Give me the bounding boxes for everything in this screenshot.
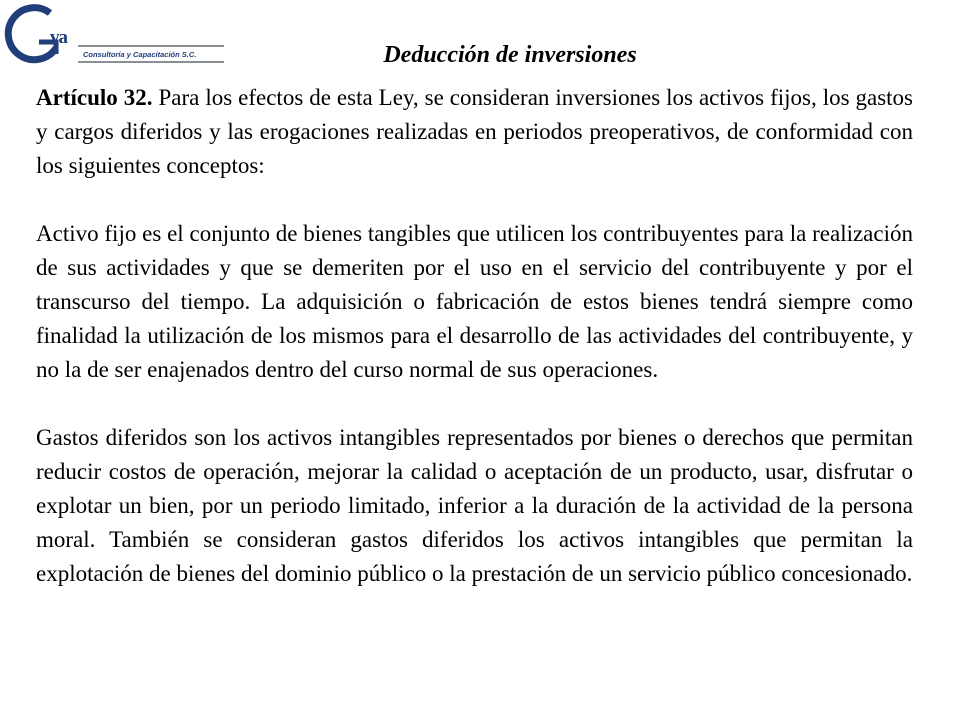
paragraph-activo-fijo: Activo fijo es el conjunto de bienes tangibles que utilicen los contribuyentes para la realización de sus actividades y que se demeriten por el uso en el servicio del contribuyente y por el transcurso del tiempo. La adquisición o fabricación de estos bienes tendrá siempre como finalidad la utilización de los mismos para el desarrollo de las actividades del contribuyente, y no la de ser enajenados dentro del curso normal de sus operaciones. <box>36 221 913 382</box>
paragraph-article-32 <box>36 81 913 183</box>
logo-letters: va <box>50 27 67 48</box>
paragraph-gastos-diferidos: Gastos diferidos son los activos intangibles representados por bienes o derechos que permitan reducir costos de operación, mejorar la calidad o aceptación de un producto, usar, disfrutar o explotar un bien, por un periodo limitado, inferior a la duración de la actividad de la persona moral. También se consideran gastos diferidos los activos intangibles que permitan la explotación de bienes del dominio público o la prestación de un servicio público concesionado. <box>36 425 913 586</box>
logo-tagline: Consultoría y Capacitación S.C. <box>83 50 197 59</box>
page-title: Deducción de inversiones <box>383 42 637 68</box>
paragraph-text: Para los efectos de esta Ley, se consideran inversiones los activos fijos, los gastos y cargos diferidos y las erogaciones realizadas en periodos preoperativos, de conformidad con los siguientes conceptos: <box>36 85 914 178</box>
article-label: Artículo 32. <box>36 85 153 110</box>
document-body <box>36 81 913 625</box>
